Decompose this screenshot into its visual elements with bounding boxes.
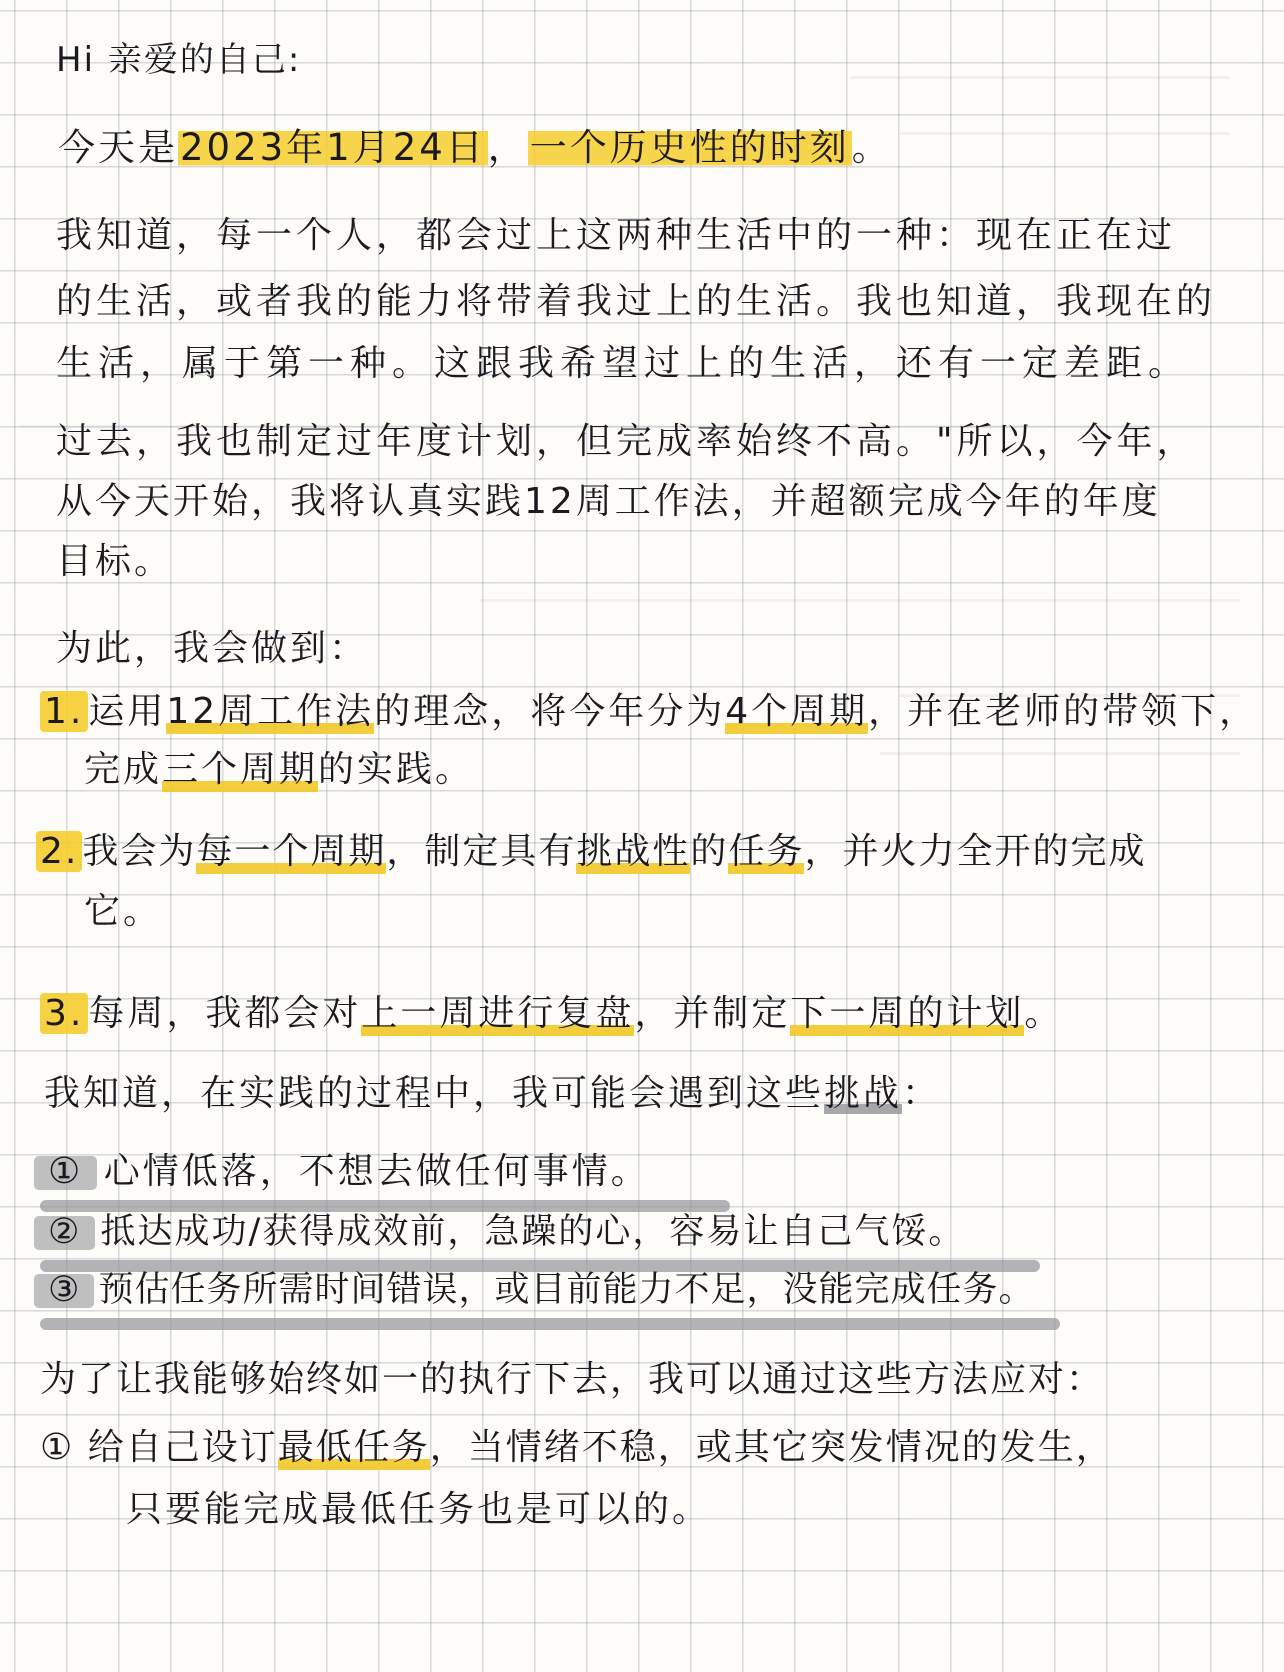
paragraph2-line: 从今天开始，我将认真实践12周工作法，并超额完成今年的年度 xyxy=(56,481,1161,522)
commitment-text: ，并在老师的带领下， xyxy=(868,691,1259,732)
bleed-through-mark xyxy=(480,565,1240,602)
challenge-item xyxy=(42,1148,650,1196)
commitment-text: ，制定具有 xyxy=(386,831,577,872)
commitment-3 xyxy=(40,990,1063,1038)
challenge-item xyxy=(42,1208,965,1256)
commitment-text: 的理念，将今年分为 xyxy=(374,691,726,732)
bleed-through-mark xyxy=(900,98,1230,135)
commitment-2-line2: 它。 xyxy=(84,891,163,932)
challenge-number: ③ xyxy=(42,1266,86,1314)
commitment-text: 我会为 xyxy=(82,831,197,872)
commitment-number: 1. xyxy=(40,691,88,732)
challenge-item xyxy=(42,1266,1035,1314)
challenge-number: ② xyxy=(42,1208,87,1256)
challenges-intro xyxy=(44,1070,941,1118)
challenge-text: 预估任务所需时间错误，或目前能力不足，没能完成任务。 xyxy=(98,1270,1035,1310)
commitment-number: 2. xyxy=(36,831,82,872)
date-prefix: 今天是 xyxy=(58,126,178,169)
underlined-phrase: 三个周期 xyxy=(162,749,319,790)
paragraph1-line: 生活，属于第一种。这跟我希望过上的生活，还有一定差距。 xyxy=(56,343,1191,384)
commitment-text: 。 xyxy=(1024,993,1064,1034)
date-separator: ， xyxy=(487,126,528,169)
method-number: ① xyxy=(40,1427,75,1468)
historic-moment-highlight: 一个历史性的时刻 xyxy=(529,126,850,169)
bleed-through-mark xyxy=(850,42,1230,79)
underlined-phrase: 最低任务 xyxy=(277,1427,430,1468)
underlined-phrase: 12周工作法 xyxy=(166,691,375,732)
paragraph2-line: 目标。 xyxy=(56,541,174,582)
commitment-1-line2 xyxy=(84,746,474,794)
commitment-number: 3. xyxy=(40,993,88,1034)
method-text: ，当情绪不稳，或其它突发情况的发生， xyxy=(429,1427,1114,1468)
underlined-phrase: 挑战性 xyxy=(576,831,691,872)
paragraph1-line: 的生活，或者我的能力将带着我过上的生活。我也知道，我现在的 xyxy=(56,281,1217,322)
date-end: 。 xyxy=(851,126,892,169)
commitment-text: ，并制定 xyxy=(634,993,791,1034)
challenges-intro-text: 我知道，在实践的过程中，我可能会遇到这些 xyxy=(44,1073,825,1114)
methods-intro: 为了让我能够始终如一的执行下去，我可以通过这些方法应对： xyxy=(40,1359,1105,1400)
challenge-underline xyxy=(40,1318,1060,1330)
paragraph2-line: 过去，我也制定过年度计划，但完成率始终不高。"所以，今年， xyxy=(56,421,1197,462)
method-item-line2: 只要能完成最低任务也是可以的。 xyxy=(126,1489,712,1530)
commitment-1 xyxy=(40,688,1258,736)
commitment-text: 的 xyxy=(690,831,729,872)
underlined-phrase: 4个周期 xyxy=(725,691,869,732)
challenge-text: 抵达成功/获得成效前，急躁的心，容易让自己气馁。 xyxy=(100,1212,966,1252)
commitment-text: 运用 xyxy=(88,691,167,732)
date-line xyxy=(58,124,892,172)
commitment-text: 完成 xyxy=(84,749,163,790)
commitments-intro: 为此，我会做到： xyxy=(56,628,369,669)
challenges-intro-text: ： xyxy=(902,1073,942,1114)
commitment-text: 的实践。 xyxy=(318,749,475,790)
underlined-phrase: 每一个周期 xyxy=(196,831,387,872)
underlined-phrase: 下一周的计划 xyxy=(790,993,1025,1034)
commitment-2 xyxy=(36,828,1146,876)
challenge-number: ① xyxy=(42,1148,89,1196)
commitment-text: ，并火力全开的完成 xyxy=(804,831,1147,872)
underlined-phrase: 上一周进行复盘 xyxy=(361,993,635,1034)
greeting: Hi 亲爱的自己: xyxy=(56,40,302,80)
underlined-phrase: 任务 xyxy=(728,831,805,872)
underlined-phrase: 挑战 xyxy=(824,1073,903,1114)
paragraph1-line: 我知道，每一个人，都会过上这两种生活中的一种：现在正在过 xyxy=(56,215,1177,256)
challenge-text: 心情低落，不想去做任何事情。 xyxy=(103,1151,650,1192)
method-text: 给自己设订 xyxy=(87,1427,278,1468)
date-highlight: 2023年1月24日 xyxy=(180,126,486,169)
method-item xyxy=(40,1424,1114,1472)
commitment-text: 每周，我都会对 xyxy=(88,993,362,1034)
